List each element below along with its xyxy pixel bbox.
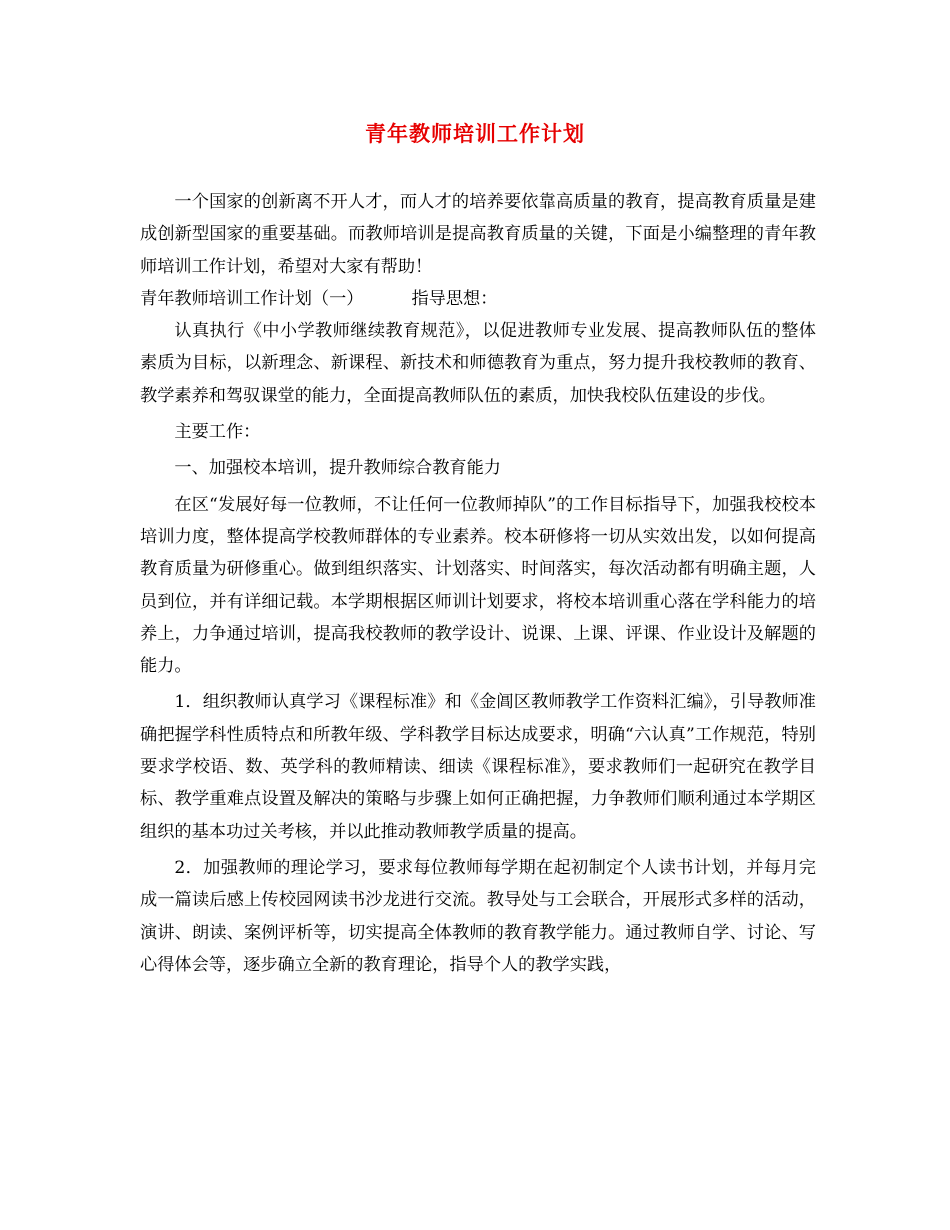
section-heading-line bbox=[140, 283, 816, 315]
main-work-heading: 主要工作： bbox=[174, 422, 261, 443]
guiding-paragraph: 认真执行《中小学教师继续教育规范》，以促进教师专业发展、提高教师队伍的整体素质为目标，以新理念、新课程、新技术和师德教育为重点，努力提升我校教师的教育、教学素养和驾驭课堂的能力，全面提高教师队伍的素质，加快我校队伍建设的步伐。 bbox=[140, 321, 816, 406]
school-training-paragraph: 在区“发展好每一位教师，不让任何一位教师掉队”的工作目标指导下，加强我校校本培训力度，整体提高学校教师群体的专业素养。校本研修将一切从实效出发，以如何提高教育质量为研修重心。做到组织落实、计划落实、时间落实，每次活动都有明确主题，人员到位，并有详细记载。本学期根据区师训计划要求，将校本培训重心落在学科能力的培养上，力争通过培训，提高我校教师的教学设计、说课、上课、评课、作业设计及解题的能力。 bbox=[140, 494, 816, 677]
document-title: 青年教师培训工作计划 bbox=[365, 121, 585, 146]
list-item-1: 1．组织教师认真学习《课程标准》和《金阊区教师教学工作资料汇编》，引导教师准确把握学科性质特点和所教年级、学科教学目标达成要求，明确“六认真”工作规范，特别要求学校语、数、英学科的教师精读、细读《课程标准》，要求教师们一起研究在教学目标、教学重难点设置及解决的策略与步骤上如何正确把握，力争教师们顺利通过本学期区组织的基本功过关考核，并以此推动教师教学质量的提高。 bbox=[140, 692, 816, 842]
document-body bbox=[140, 186, 816, 981]
item-heading-1: 一、加强校本培训，提升教师综合教育能力 bbox=[174, 458, 501, 479]
list-item-2: 2．加强教师的理论学习，要求每位教师每学期在起初制定个人读书计划，并每月完成一篇读后感上传校园网读书沙龙进行交流。教导处与工会联合，开展形式多样的活动，演讲、朗读、案例评析等，切实提高全体教师的教育教学能力。通过教师自学、讨论、写心得体会等，逐步确立全新的教育理论，指导个人的教学实践， bbox=[140, 857, 816, 975]
section-heading: 青年教师培训工作计划（一） bbox=[140, 288, 364, 309]
intro-paragraph: 一个国家的创新离不开人才，而人才的培养要依靠高质量的教育，提高教育质量是建成创新型国家的重要基础。而教师培训是提高教育质量的关键，下面是小编整理的青年教师培训工作计划，希望对大家有帮助！ bbox=[140, 192, 816, 277]
section-subheading: 指导思想： bbox=[411, 288, 498, 309]
